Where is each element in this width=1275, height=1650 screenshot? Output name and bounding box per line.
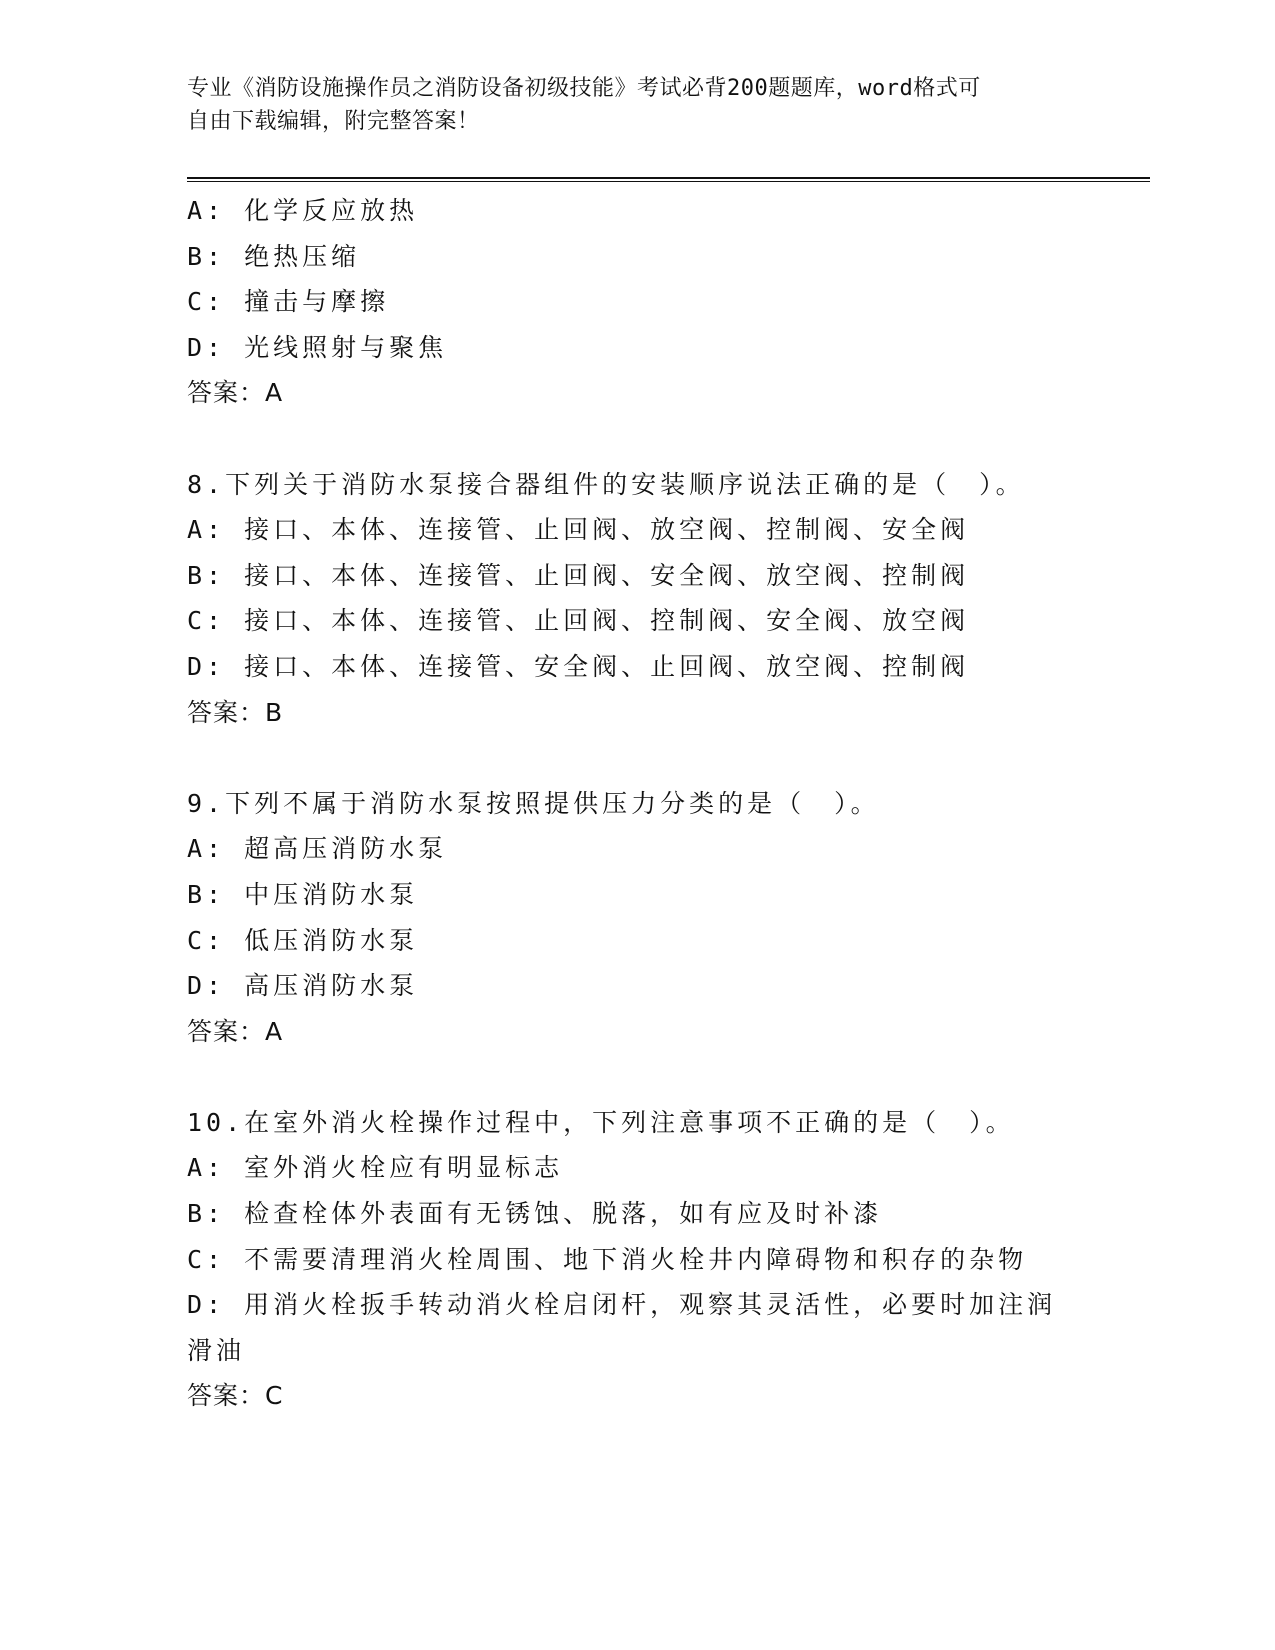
option-a: A: 室外消火栓应有明显标志	[187, 1153, 564, 1183]
option-c: C: 低压消防水泵	[187, 925, 419, 955]
option-d: D: 高压消防水泵	[187, 971, 419, 1001]
question-block-9	[187, 781, 1087, 1055]
question-stem: 8.下列关于消防水泵接合器组件的安装顺序说法正确的是（ ）。	[187, 469, 1025, 499]
option-c: C: 不需要清理消火栓周围、地下消火栓井内障碍物和积存的杂物	[187, 1244, 1028, 1274]
option-c: C: 撞击与摩擦	[187, 287, 390, 317]
option-a: A: 接口、本体、连接管、止回阀、放空阀、控制阀、安全阀	[187, 515, 970, 545]
question-stem: 9.下列不属于消防水泵按照提供压力分类的是（ ）。	[187, 788, 880, 818]
option-d: D: 接口、本体、连接管、安全阀、止回阀、放空阀、控制阀	[187, 651, 970, 681]
option-b: B: 接口、本体、连接管、止回阀、安全阀、放空阀、控制阀	[187, 560, 970, 590]
option-b: B: 检查栓体外表面有无锈蚀、脱落，如有应及时补漆	[187, 1199, 883, 1229]
document-header	[187, 72, 1067, 138]
answer-line: 答案：B	[187, 697, 284, 727]
header-rule-thin	[187, 181, 1150, 182]
question-block-partial	[187, 188, 1087, 416]
question-list	[187, 188, 1087, 1465]
question-block-8	[187, 462, 1087, 736]
option-d: D: 光线照射与聚焦	[187, 332, 448, 362]
question-stem: 10.在室外消火栓操作过程中，下列注意事项不正确的是（ ）。	[187, 1107, 1015, 1137]
answer-line: 答案：A	[187, 1016, 284, 1046]
header-rule-thick	[187, 177, 1150, 179]
answer-line: 答案：A	[187, 378, 284, 408]
option-c: C: 接口、本体、连接管、止回阀、控制阀、安全阀、放空阀	[187, 606, 970, 636]
question-block-10	[187, 1100, 1087, 1419]
option-b: B: 绝热压缩	[187, 241, 361, 271]
header-line-2: 自由下载编辑，附完整答案！	[187, 109, 480, 134]
option-d: D: 用消火栓扳手转动消火栓启闭杆，观察其灵活性，必要时加注润滑油	[187, 1290, 1057, 1365]
option-b: B: 中压消防水泵	[187, 879, 419, 909]
option-a: A: 化学反应放热	[187, 196, 419, 225]
header-line-1: 专业《消防设施操作员之消防设备初级技能》考试必背200题题库，word格式可	[187, 76, 981, 101]
answer-line: 答案：C	[187, 1381, 284, 1411]
option-a: A: 超高压消防水泵	[187, 834, 448, 864]
